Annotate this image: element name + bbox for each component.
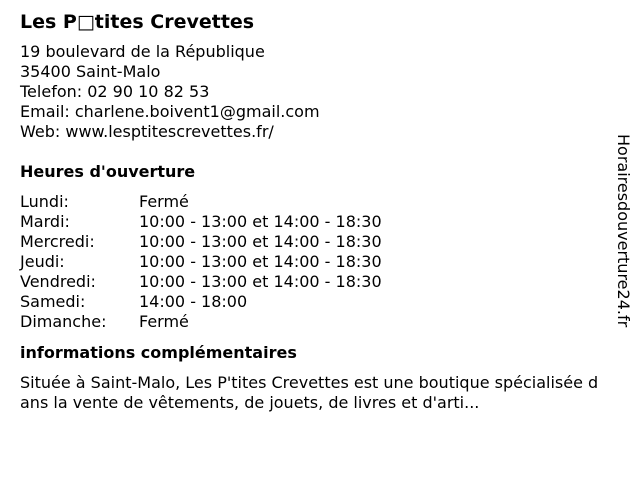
- site-watermark: Horairesdouverture24.fr: [614, 134, 633, 328]
- day-hours: 14:00 - 18:00: [139, 292, 248, 311]
- day-label: Vendredi:: [20, 272, 96, 291]
- opening-hours-list: [20, 192, 600, 332]
- hours-row-monday: [20, 192, 600, 212]
- day-label: Samedi:: [20, 292, 86, 311]
- day-label: Mardi:: [20, 212, 70, 231]
- website: Web: www.lesptitescrevettes.fr/: [20, 122, 274, 141]
- hours-row-saturday: [20, 292, 600, 312]
- opening-hours-heading: Heures d'ouverture: [20, 162, 196, 181]
- additional-info-heading: informations complémentaires: [20, 343, 297, 362]
- day-label: Mercredi:: [20, 232, 95, 251]
- business-description: Située à Saint-Malo, Les P'tites Crevettes est une boutique spécialisée dans la vente de vêtements, de jouets, de livres et d'arti...: [20, 373, 599, 412]
- business-card: [20, 10, 600, 413]
- address-city: 35400 Saint-Malo: [20, 62, 161, 81]
- day-label: Jeudi:: [20, 252, 65, 271]
- day-hours: 10:00 - 13:00 et 14:00 - 18:30: [139, 272, 382, 291]
- hours-row-sunday: [20, 312, 600, 332]
- hours-row-thursday: [20, 252, 600, 272]
- hours-row-friday: [20, 272, 600, 292]
- hours-row-wednesday: [20, 232, 600, 252]
- day-label: Dimanche:: [20, 312, 107, 331]
- address-street: 19 boulevard de la République: [20, 42, 265, 61]
- day-label: Lundi:: [20, 192, 69, 211]
- day-hours: Fermé: [139, 312, 189, 331]
- hours-row-tuesday: [20, 212, 600, 232]
- day-hours: 10:00 - 13:00 et 14:00 - 18:30: [139, 212, 382, 231]
- day-hours: 10:00 - 13:00 et 14:00 - 18:30: [139, 232, 382, 251]
- day-hours: 10:00 - 13:00 et 14:00 - 18:30: [139, 252, 382, 271]
- email-address: Email: charlene.boivent1@gmail.com: [20, 102, 320, 121]
- day-hours: Fermé: [139, 192, 189, 211]
- business-name: Les P□tites Crevettes: [20, 11, 255, 33]
- phone-number: Telefon: 02 90 10 82 53: [20, 82, 210, 101]
